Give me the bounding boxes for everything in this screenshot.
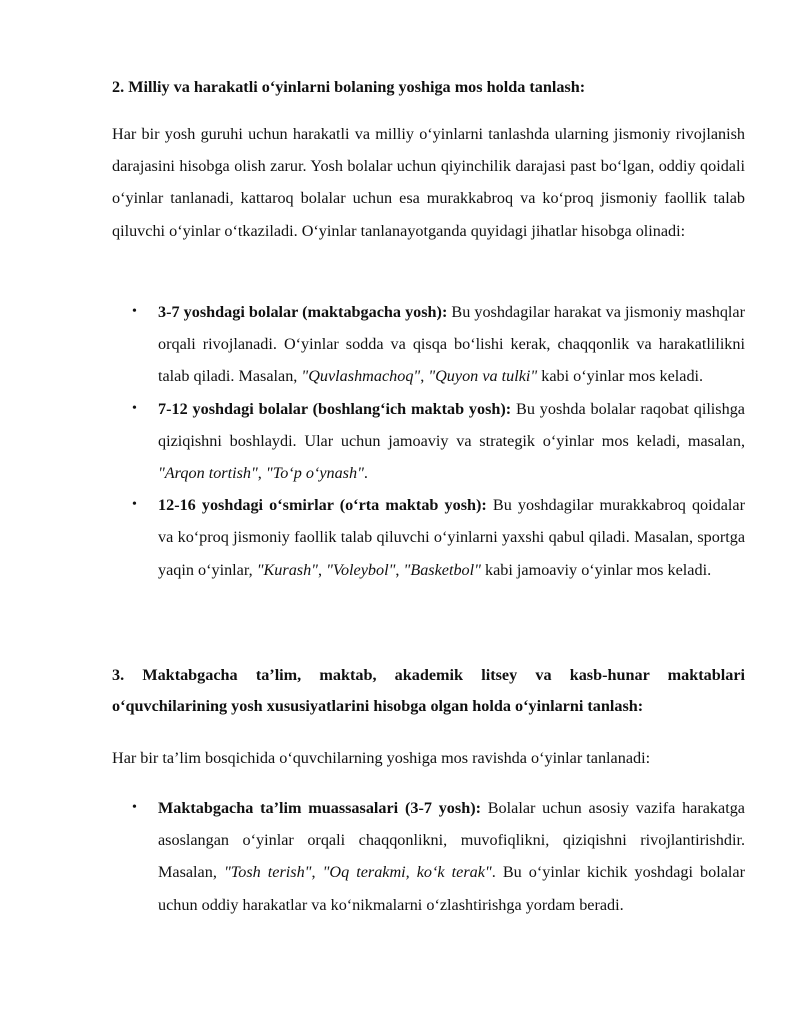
example-game: "Arqon tortish" xyxy=(158,464,258,483)
list-item-text: . xyxy=(363,464,368,483)
separator: , xyxy=(420,367,429,386)
list-item xyxy=(112,489,745,586)
list-item-title: 12-16 yoshdagi o‘smirlar (o‘rta maktab yosh): xyxy=(158,496,487,515)
bullet-icon: • xyxy=(132,800,137,815)
section-2-intro: Har bir yosh guruhi uchun harakatli va milliy o‘yinlarni tanlashda ularning jismoniy rivojlanish darajasini hisobga olish zarur. Yosh bolalar uchun qiyinchilik darajasi past bo‘lgan, oddiy qoidali o‘yinlar tanlanadi, kattaroq bolalar uchun esa murakkabroq va ko‘proq jismoniy faollik talab qiluvchi o‘yinlar o‘tkaziladi. O‘yinlar tanlanayotganda quyidagi jihatlar hisobga olinadi: xyxy=(112,125,745,240)
section-3-list xyxy=(112,792,745,921)
separator: , xyxy=(317,560,327,579)
separator: , xyxy=(395,560,404,579)
list-item-text: Bu yoshdagilar harakat va jismoniy mashqlar orqali rivojlanadi. O‘yinlar sodda va qisqa bo‘lishi kerak, chaqqonlik va harakatlilikni talab qiladi. Masalan, xyxy=(158,303,745,386)
bullet-icon: • xyxy=(132,497,137,513)
example-game: "Quyon va tulki" xyxy=(428,367,538,386)
list-item-title: Maktabgacha ta’lim muassasalari (3-7 yosh): xyxy=(158,799,481,817)
separator: , xyxy=(311,863,323,882)
list-item-text: Bolalar uchun asosiy vazifa harakatga asoslangan o‘yinlar orqali chaqqonlikni, muvofiqlikni, qiziqishni rivojlantirishdir. Masalan, xyxy=(158,799,745,882)
section-2-list xyxy=(112,296,745,586)
list-item-text: Bu yoshda bolalar raqobat qilishga qiziqishni boshlaydi. Ular uchun jamoaviy va strategik o‘yinlar mos keladi, masalan, xyxy=(158,399,745,450)
list-item-text: kabi o‘yinlar mos keladi. xyxy=(537,367,704,386)
list-item xyxy=(112,296,745,393)
example-game: "Quvlashmachoq" xyxy=(301,367,421,386)
section-2-heading: 2. Milliy va harakatli o‘yinlarni bolaning yoshiga mos holda tanlash: xyxy=(112,78,586,96)
list-item xyxy=(112,792,745,921)
example-game: "Tosh terish" xyxy=(223,863,312,882)
section-3-intro: Har bir ta’lim bosqichida o‘quvchilarning yoshiga mos ravishda o‘yinlar tanlanadi: xyxy=(112,749,651,767)
list-item-text: kabi jamoaviy o‘yinlar mos keladi. xyxy=(480,560,712,579)
example-game: "Oq terakmi, ko‘k terak" xyxy=(322,863,492,882)
list-item-title: 7-12 yoshdagi bolalar (boshlang‘ich maktab yosh): xyxy=(158,399,512,418)
list-item xyxy=(112,393,745,490)
section-3-heading: 3. Maktabgacha ta’lim, maktab, akademik litsey va kasb-hunar maktablari o‘quvchilarining yosh xususiyatlarini hisobga olgan holda o‘yinlarni tanlash: xyxy=(112,666,745,715)
bullet-icon: • xyxy=(132,304,137,319)
example-game: "Basketbol" xyxy=(403,560,481,579)
separator: , xyxy=(257,464,266,483)
bullet-icon: • xyxy=(132,400,137,416)
list-item-title: 3-7 yoshdagi bolalar (maktabgacha yosh): xyxy=(158,303,448,321)
example-game: "To‘p o‘ynash" xyxy=(265,464,364,483)
list-item-text: Bu yoshdagilar murakkabroq qoidalar va ko‘proq jismoniy faollik talab qiluvchi o‘yinlarni yaxshi qabul qiladi. Masalan, sportga yaqin o‘yinlar, xyxy=(158,496,745,579)
list-item-text: . Bu o‘yinlar kichik yoshdagi bolalar uchun oddiy harakatlar va ko‘nikmalarni o‘zlashtirishga yordam beradi. xyxy=(158,863,745,914)
example-game: "Voleybol" xyxy=(326,560,396,579)
example-game: "Kurash" xyxy=(256,560,318,579)
